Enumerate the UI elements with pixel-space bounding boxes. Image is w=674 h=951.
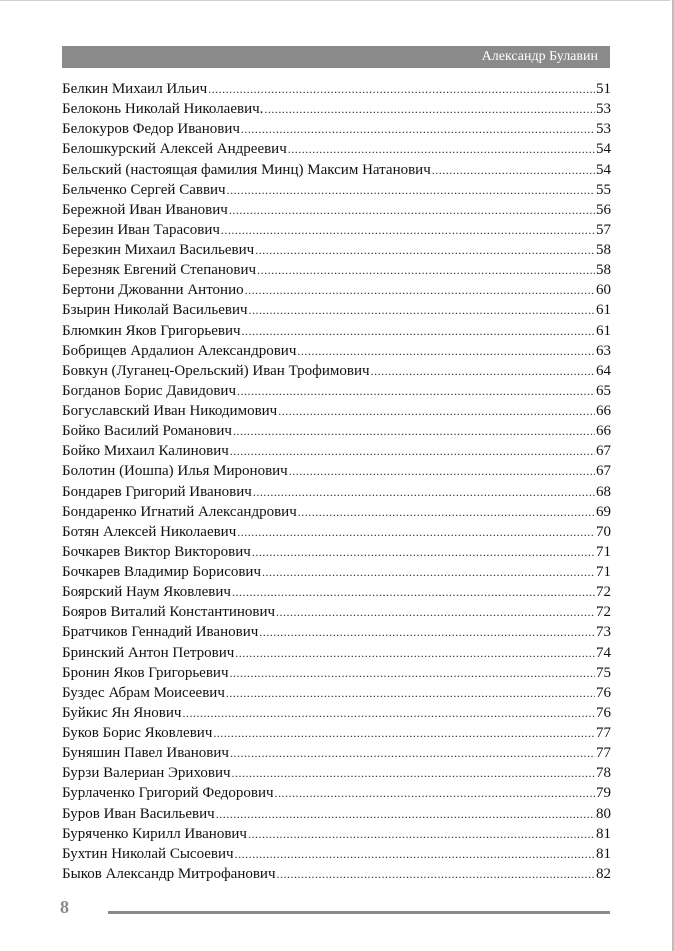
toc-entry-name: Бухтин Николай Сысоевич	[62, 845, 234, 862]
toc-entry	[62, 381, 611, 401]
toc-dot-leader	[262, 562, 595, 582]
toc-entry-page: 55	[596, 181, 611, 198]
toc-dot-leader	[213, 723, 595, 743]
toc-entry-page: 69	[596, 503, 611, 520]
toc-dot-leader	[230, 663, 596, 683]
toc-entry-name: Богданов Борис Давидович	[62, 382, 237, 399]
toc-entry	[62, 280, 611, 300]
toc-dot-leader	[298, 502, 595, 522]
toc-entry-page: 75	[596, 664, 611, 681]
toc-dot-leader	[257, 260, 595, 280]
toc-entry-name: Бочкарев Владимир Борисович	[62, 564, 262, 580]
toc-dot-leader	[230, 441, 595, 461]
toc-entry	[62, 441, 611, 461]
toc-entry-name: Бояров Виталий Константинович	[62, 604, 276, 621]
toc-entry-name: Белокуров Федор Иванович	[62, 121, 240, 138]
toc-dot-leader	[237, 381, 595, 401]
toc-entry-name: Бовкун (Луганец-Орельский) Иван Трофимович	[62, 362, 370, 379]
table-of-contents	[62, 79, 611, 884]
toc-entry-page: 77	[596, 725, 611, 741]
toc-entry	[62, 844, 611, 864]
toc-entry-page: 61	[596, 302, 611, 319]
toc-entry-name: Бронин Яков Григорьевич	[62, 664, 229, 681]
toc-entry	[62, 260, 611, 280]
toc-entry	[62, 300, 611, 320]
toc-entry	[62, 200, 611, 220]
toc-entry	[62, 79, 611, 99]
toc-entry-name: Березкин Михаил Васильевич	[62, 242, 255, 258]
toc-entry	[62, 723, 611, 743]
toc-entry	[62, 421, 611, 441]
toc-entry	[62, 180, 611, 200]
toc-entry	[62, 240, 611, 260]
toc-entry-name: Бондаренко Игнатий Александрович	[62, 503, 297, 520]
toc-entry-page: 68	[596, 483, 611, 500]
toc-dot-leader	[249, 300, 595, 320]
toc-entry-page: 82	[596, 865, 611, 882]
running-header	[62, 46, 610, 68]
toc-dot-leader	[232, 582, 595, 602]
toc-entry-name: Белоконь Николай Николаевич.	[62, 101, 264, 118]
toc-dot-leader	[245, 280, 595, 300]
page-top-border	[0, 0, 670, 1]
toc-entry	[62, 763, 611, 783]
toc-dot-leader	[297, 341, 595, 361]
toc-entry-page: 53	[596, 121, 611, 138]
toc-dot-leader	[432, 160, 595, 180]
toc-entry-name: Бойко Михаил Калинович	[62, 443, 229, 460]
toc-dot-leader	[235, 643, 595, 663]
toc-entry-name: Бельский (настоящая фамилия Минц) Максим Натанович	[62, 161, 431, 178]
toc-entry	[62, 602, 611, 622]
toc-entry	[62, 361, 611, 381]
toc-entry	[62, 482, 611, 502]
toc-entry-name: Белошкурский Алексей Андреевич	[62, 141, 287, 158]
toc-entry-name: Березин Иван Тарасович	[62, 221, 220, 238]
toc-dot-leader	[276, 602, 595, 622]
toc-dot-leader	[226, 683, 595, 703]
toc-entry	[62, 220, 611, 240]
toc-entry-name: Бойко Василий Романович	[62, 423, 232, 440]
toc-dot-leader	[242, 321, 595, 341]
toc-entry	[62, 502, 611, 522]
toc-entry	[62, 119, 611, 139]
toc-entry	[62, 864, 611, 884]
toc-entry-name: Бережной Иван Иванович	[62, 201, 228, 218]
toc-entry-page: 51	[596, 81, 611, 97]
toc-entry-page: 72	[596, 604, 611, 621]
toc-entry-name: Буйкис Ян Янович	[62, 704, 182, 721]
toc-entry-name: Бельченко Сергей Саввич	[62, 181, 226, 198]
toc-dot-leader	[241, 119, 595, 139]
footer-rule	[108, 911, 610, 914]
toc-entry	[62, 683, 611, 703]
toc-entry	[62, 703, 611, 723]
toc-entry-page: 66	[596, 403, 611, 419]
toc-dot-leader	[264, 99, 595, 119]
toc-entry	[62, 461, 611, 481]
toc-entry-page: 57	[596, 221, 611, 238]
toc-entry-name: Буряченко Кирилл Иванович	[62, 825, 247, 842]
toc-dot-leader	[227, 180, 595, 200]
toc-entry	[62, 824, 611, 844]
toc-entry-name: Боярский Наум Яковлевич	[62, 584, 231, 601]
toc-entry-page: 73	[596, 624, 611, 641]
toc-entry	[62, 643, 611, 663]
toc-dot-leader	[289, 461, 595, 481]
toc-dot-leader	[237, 522, 595, 542]
toc-entry-name: Буров Иван Васильевич	[62, 805, 215, 822]
toc-dot-leader	[259, 622, 595, 642]
toc-dot-leader	[230, 743, 595, 763]
toc-entry-name: Ботян Алексей Николаевич	[62, 523, 237, 540]
toc-entry-page: 54	[596, 161, 611, 178]
toc-entry-name: Бурлаченко Григорий Федорович	[62, 785, 274, 802]
toc-entry	[62, 321, 611, 341]
toc-entry-page: 71	[596, 543, 611, 560]
toc-dot-leader	[182, 703, 595, 723]
toc-entry-page: 71	[596, 564, 611, 580]
toc-entry-page: 56	[596, 201, 611, 218]
toc-entry-page: 64	[596, 362, 611, 379]
toc-entry-page: 80	[596, 805, 611, 822]
toc-entry-page: 53	[596, 101, 611, 118]
toc-dot-leader	[233, 421, 595, 441]
toc-entry-page: 76	[596, 684, 611, 701]
toc-entry-page: 58	[596, 242, 611, 258]
toc-entry-page: 81	[596, 825, 611, 842]
toc-dot-leader	[253, 482, 595, 502]
toc-entry-page: 72	[596, 584, 611, 601]
toc-entry-name: Болотин (Иошпа) Илья Миронович	[62, 463, 288, 480]
toc-entry-page: 60	[596, 282, 611, 299]
toc-entry-name: Бринский Антон Петрович	[62, 644, 235, 661]
toc-entry	[62, 562, 611, 582]
page-number: 8	[60, 897, 69, 917]
toc-entry-page: 67	[596, 443, 611, 460]
toc-dot-leader	[248, 824, 595, 844]
toc-entry	[62, 582, 611, 602]
toc-entry-page: 54	[596, 141, 611, 158]
toc-dot-leader	[252, 542, 595, 562]
toc-entry	[62, 522, 611, 542]
toc-entry-name: Бондарев Григорий Иванович	[62, 483, 252, 500]
toc-entry-page: 65	[596, 382, 611, 399]
toc-entry	[62, 783, 611, 803]
toc-entry-page: 66	[596, 423, 611, 440]
toc-entry-page: 79	[596, 785, 611, 802]
toc-dot-leader	[277, 864, 595, 884]
toc-entry-name: Бзырин Николай Васильевич	[62, 302, 248, 319]
toc-entry	[62, 99, 611, 119]
toc-entry-page: 58	[596, 262, 611, 279]
toc-dot-leader	[275, 783, 595, 803]
toc-entry	[62, 622, 611, 642]
toc-entry-name: Богуславский Иван Никодимович	[62, 403, 278, 419]
toc-dot-leader	[221, 220, 595, 240]
toc-dot-leader	[288, 139, 595, 159]
toc-dot-leader	[255, 240, 595, 260]
toc-entry	[62, 401, 611, 421]
running-header-author: Александр Булавин	[481, 49, 598, 64]
toc-entry-name: Бочкарев Виктор Викторович	[62, 543, 251, 560]
toc-entry-page: 76	[596, 704, 611, 721]
toc-dot-leader	[232, 763, 595, 783]
toc-entry-name: Березняк Евгений Степанович	[62, 262, 257, 279]
toc-entry-name: Белкин Михаил Ильич	[62, 81, 208, 97]
toc-entry-name: Бертони Джованни Антонио	[62, 282, 244, 299]
toc-dot-leader	[216, 804, 595, 824]
toc-entry-page: 70	[596, 523, 611, 540]
toc-entry-name: Быков Александр Митрофанович	[62, 865, 276, 882]
toc-entry-page: 67	[596, 463, 611, 480]
toc-entry-page: 81	[596, 845, 611, 862]
toc-dot-leader	[371, 361, 595, 381]
toc-entry	[62, 341, 611, 361]
toc-dot-leader	[235, 844, 595, 864]
toc-entry-name: Бобрищев Ардалион Александрович	[62, 342, 297, 359]
toc-entry-name: Буков Борис Яковлевич	[62, 725, 213, 741]
toc-entry	[62, 743, 611, 763]
toc-entry-page: 61	[596, 322, 611, 339]
toc-entry	[62, 542, 611, 562]
toc-entry	[62, 804, 611, 824]
toc-entry-name: Братчиков Геннадий Иванович	[62, 624, 259, 641]
toc-entry	[62, 663, 611, 683]
toc-entry	[62, 160, 611, 180]
toc-entry-page: 74	[596, 644, 611, 661]
toc-entry-page: 63	[596, 342, 611, 359]
toc-entry-name: Буняшин Павел Иванович	[62, 745, 229, 762]
toc-entry-page: 78	[596, 765, 611, 782]
toc-dot-leader	[229, 200, 595, 220]
toc-entry-name: Буздес Абрам Моисеевич	[62, 684, 225, 701]
toc-entry-page: 77	[596, 745, 611, 762]
toc-entry-name: Бурзи Валериан Эрихович	[62, 765, 231, 782]
toc-dot-leader	[208, 79, 595, 99]
toc-entry-name: Блюмкин Яков Григорьевич	[62, 322, 241, 339]
toc-entry	[62, 139, 611, 159]
toc-dot-leader	[278, 401, 595, 421]
